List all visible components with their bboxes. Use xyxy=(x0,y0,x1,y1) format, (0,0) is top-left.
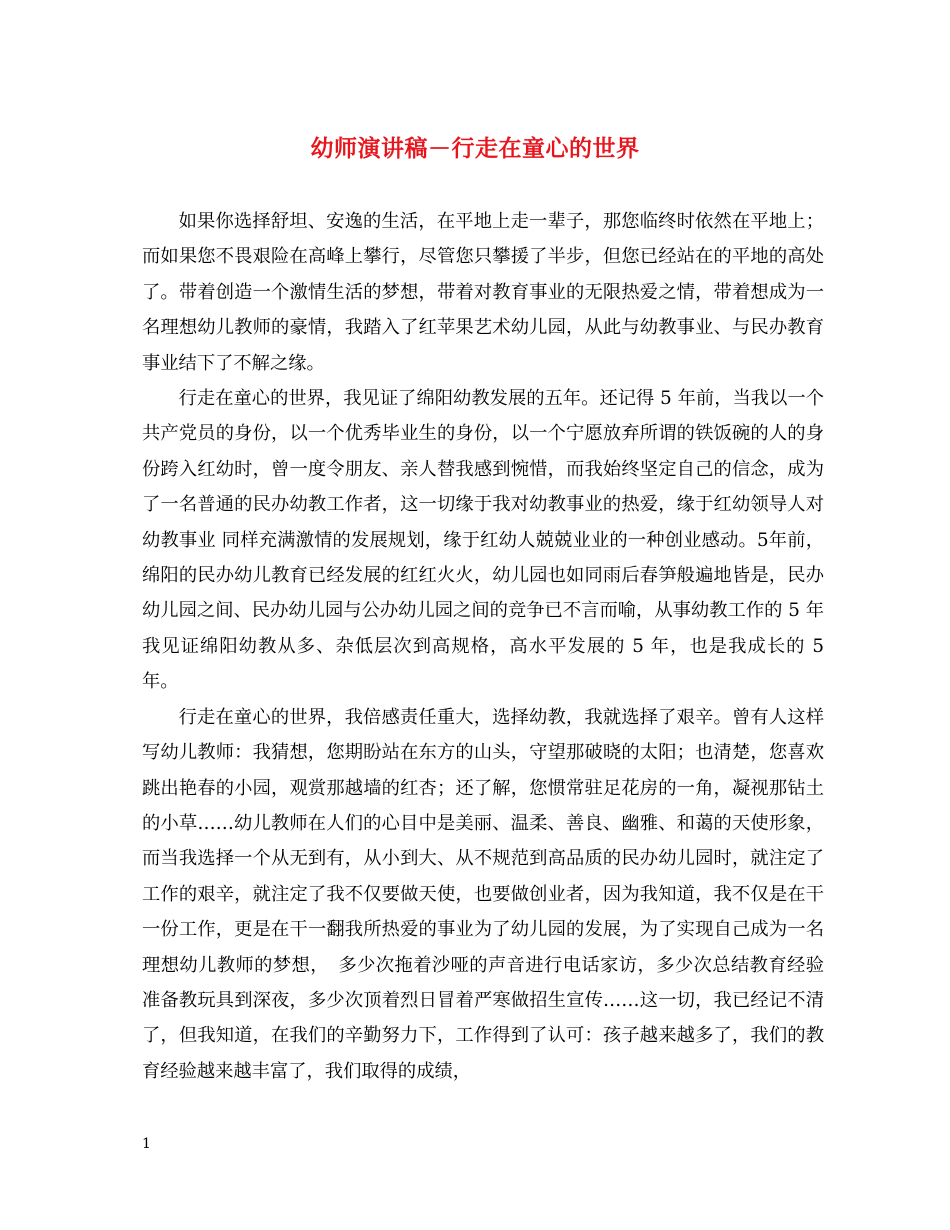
paragraph: 行走在童心的世界，我见证了绵阳幼教发展的五年。还记得 5 年前，当我以一个共产党员的身份，以一个优秀毕业生的身份，以一个宁愿放弃所谓的铁饭碗的人的身份跨入红幼时，曾一度令朋友、亲人替我感到惋惜，而我始终坚定自己的信念，成为了一名普通的民办幼教工作者，这一切缘于我对幼教事业的热爱，缘于红幼领导人对幼教事业 同样充满激情的发展规划，缘于红幼人兢兢业业的一种创业感动。5年前，绵阳的民办幼儿教育已经发展的红红火火，幼儿园也如同雨后春笋般遍地皆是，民办幼儿园之间、民办幼儿园与公办幼儿园之间的竞争已不言而喻，从事幼教工作的 5 年我见证绵阳幼教从多、杂低层次到高规格，高水平发展的 5 年，也是我成长的 5 年。 xyxy=(142,388,824,693)
paragraph: 行走在童心的世界，我倍感责任重大，选择幼教，我就选择了艰辛。曾有人这样写幼儿教师：我猜想，您期盼站在东方的山头，守望那破晓的太阳；也清楚，您喜欢跳出艳春的小园，观赏那越墙的红杏；还了解，您惯常驻足花房的一角，凝视那钻土的小草……幼儿教师在人们的心目中是美丽、温柔、善良、幽雅、和蔼的天使形象，而当我选择一个从无到有，从小到大、从不规范到高品质的民办幼儿园时，就注定了工作的艰辛，就注定了我不仅要做天使，也要做创业者，因为我知道，我不仅是在干一份工作，更是在干一翻我所热爱的事业为了幼儿园的发展，为了实现自己成为一名理想幼儿教师的梦想， 多少次拖着沙哑的声音进行电话家访，多少次总结教育经验准备教玩具到深夜，多少次顶着烈日冒着严寒做招生宣传……这一切，我已经记不清了，但我知道，在我们的辛勤努力下，工作得到了认可：孩子越来越多了，我们的教育经验越来越丰富了，我们取得的成绩， xyxy=(142,706,824,1082)
document-title: 幼师演讲稿－行走在童心的世界 xyxy=(310,135,640,162)
page-number: 1 xyxy=(142,1136,151,1152)
paragraph: 如果你选择舒坦、安逸的生活，在平地上走一辈子，那您临终时依然在平地上；而如果您不畏艰险在高峰上攀行，尽管您只攀援了半步，但您已经站在的平地的高处了。带着创造一个激情生活的梦想，带着对教育事业的无限热爱之情，带着想成为一名理想幼儿教师的豪情，我踏入了红苹果艺术幼儿园，从此与幼教事业、与民办教育事业结下了不解之缘。 xyxy=(142,211,824,374)
document-body xyxy=(142,204,824,1089)
